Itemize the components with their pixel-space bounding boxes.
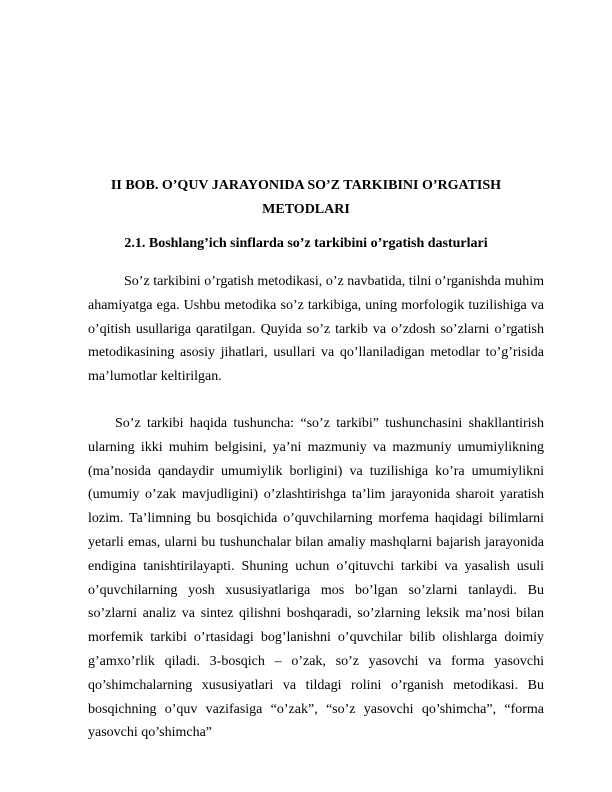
paragraph-intro: So’z tarkibini o’rgatish metodikasi, o’z navbatida, tilni o’rganishda muhim ahamiyatga ega. Ushbu metodika so’z tarkibiga, uning morfologik tuzilishiga va o’qitish usullariga qaratilgan. Quyida so’z tarkib va o’zdosh so’zlarni o’rgatish metodikasining asosiy jihatlari, usullari va qo’llaniladigan metodlar to’g’risida ma’lumotlar keltirilgan. — [88, 274, 544, 385]
section-title: 2.1. Boshlang’ich sinflarda so’z tarkibini o’rgatish dasturlari — [124, 236, 488, 251]
paragraph-word-structure: So’z tarkibi haqida tushuncha: “so’z tarkibi” tushunchasini shakllantirish ularning ikki muhim belgisini, ya’ni mazmuniy va mazmuniy umumiylikning (ma’nosida qandaydir umumiylik borligini) va tuzilishiga ko’ra umumiylikni (umumiy o’zak mavjudligini) o’zlashtirishga ta’lim jarayonida sharoit yaratish lozim. Ta’limning bu bosqichida o’quvchilarning morfema haqidagi bilimlarni yetarli emas, ularni bu tushunchalar bilan amaliy mashqlarni bajarish jarayonida endigina tanishtirilayapti. Shuning uchun o’qituvchi tarkibi va yasalish usuli o’quvchilarning yosh xususiyatlariga mos bo’lgan so’zlarni tanlaydi. Bu so’zlarni analiz va sintez qilishni boshqaradi, so’zlarning leksik ma’nosi bilan morfemik tarkibi o’rtasidagi bog’lanishni o’quvchilar bilib olishlarga doimiy g’amxo’rlik qiladi. 3-bosqich – o’zak, so’z yasovchi va forma yasovchi qo’shimchalarning xususiyatlari va tildagi rolini o’rganish metodikasi. Bu bosqichning o’quv vazifasiga “o’zak”, “so’z yasovchi qo’shimcha”, “forma yasovchi qo’shimcha” — [88, 416, 544, 741]
chapter-title: II BOB. O’QUV JARAYONIDA SO’Z TARKIBINI O’RGATISH METODLARI — [110, 178, 502, 217]
